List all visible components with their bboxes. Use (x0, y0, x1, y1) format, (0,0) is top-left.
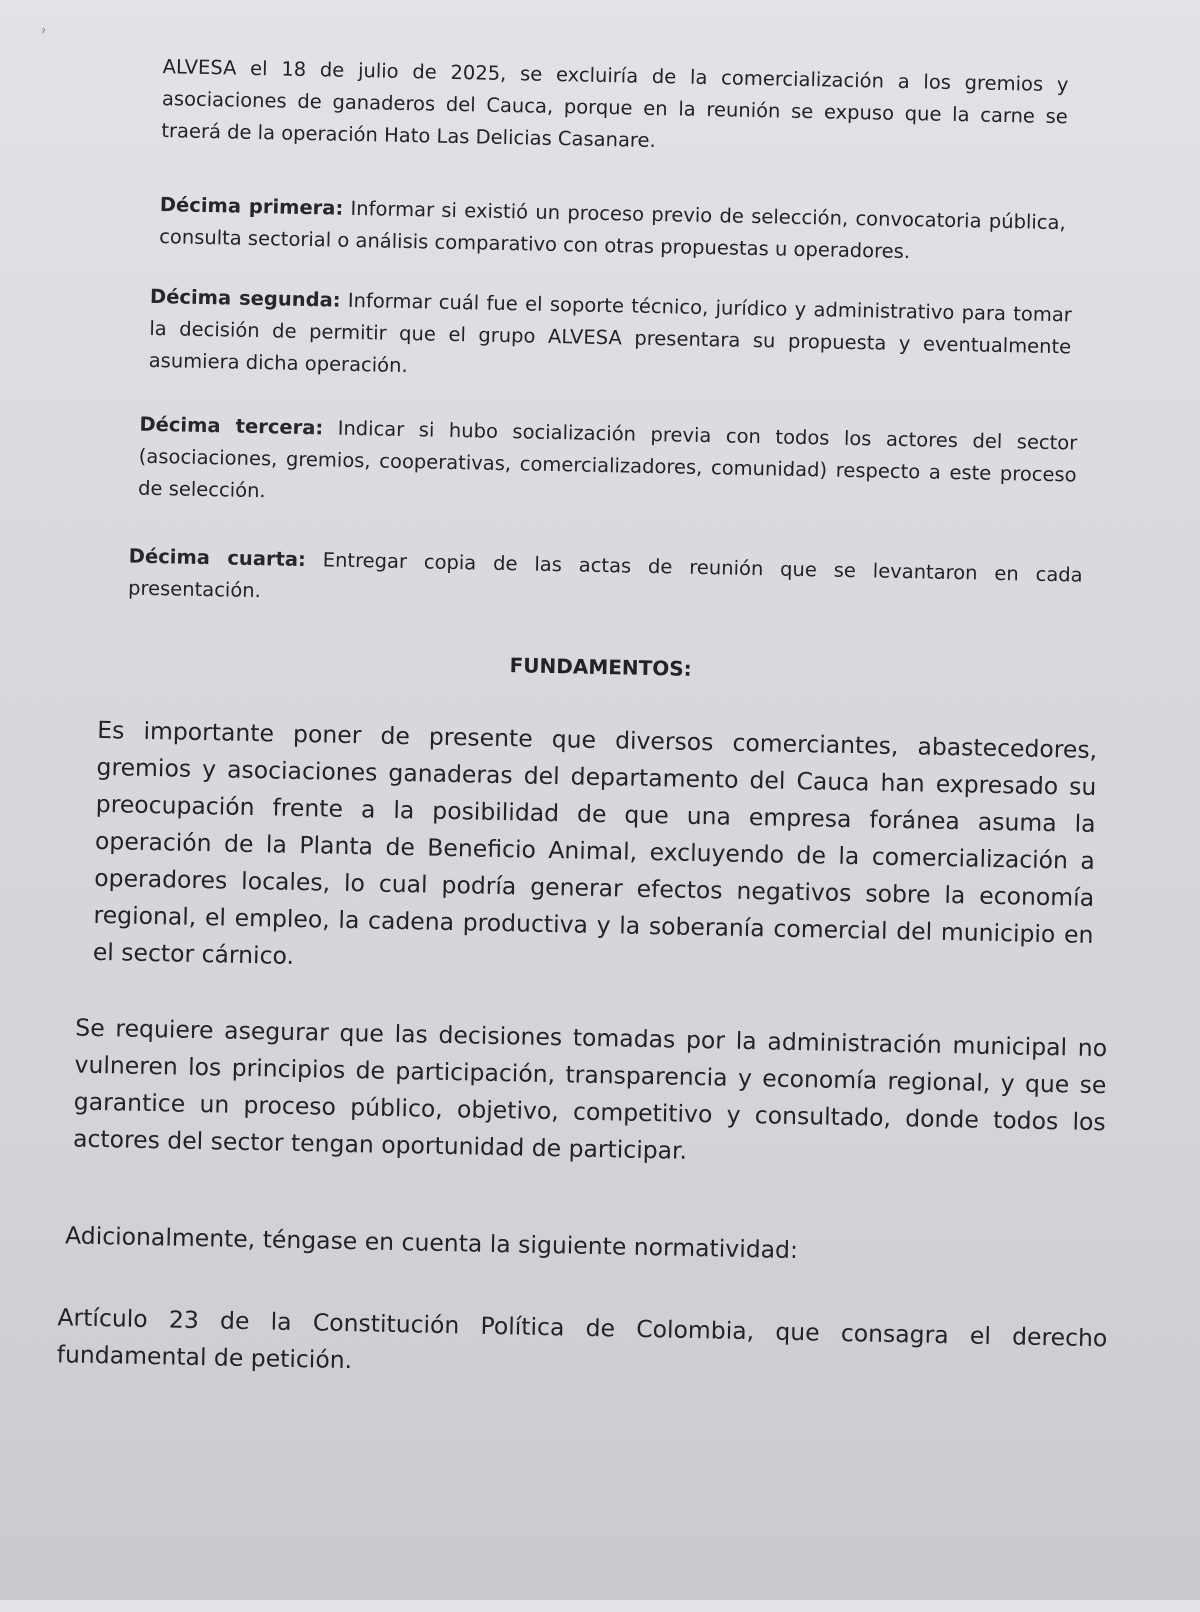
item-decima-cuarta (128, 540, 1083, 623)
fundamentos-paragraph-2: Se requiere asegurar que las decisiones tomadas por la administración municipal no vulneren los principios de participación, transparencia y economía regional, y que se garantice un proceso público, objetivo, competitivo y consultado, donde todos los actores del sector tengan oportunidad de participar. (72, 1013, 1108, 1165)
item-label: Décima cuarta: (128, 544, 307, 572)
section-heading-fundamentos: FUNDAMENTOS: (509, 653, 692, 681)
item-decima-tercera (138, 409, 1078, 524)
item-label: Décima segunda: (149, 284, 341, 312)
fundamentos-paragraph-4: Artículo 23 de la Constitución Política de Colombia, que consagra el derecho fundamental de petición. (56, 1303, 1108, 1375)
intro-paragraph: ALVESA el 18 de julio de 2025, se excluiría de la comercialización a los gremios y asociaciones de ganaderos del Cauca, porque en la reunión se expuso que la carne se traerá de la operación Hato Las Delicias Casanare. (161, 55, 1069, 152)
item-label: Décima primera: (159, 193, 344, 220)
item-decima-primera (159, 189, 1066, 271)
item-text: Informar si existió un proceso previo de selección, convocatoria pública, consulta sectorial o análisis comparativo con otras propuestas u operadores. (158, 196, 1066, 264)
fundamentos-paragraph-1: Es importante poner de presente que diversos comerciantes, abastecedores, gremios y asociaciones ganaderas del departamento del Cauca han expresado su preocupación frente a la posibilidad de que una empresa foránea asuma la operación de la Planta de Beneficio Animal, excluyendo de la comercialización a operadores locales, lo cual podría generar efectos negativos sobre la economía regional, el empleo, la cadena productiva y la soberanía comercial del municipio en el sector cárnico. (92, 715, 1098, 970)
item-text: Indicar si hubo socialización previa con todos los actores del sector (asociaciones, gremios, cooperativas, comercializadores, comunidad) respecto a este proceso de selección. (137, 416, 1078, 503)
fundamentos-paragraph-3: Adicionalmente, téngase en cuenta la siguiente normatividad: (64, 1221, 799, 1265)
item-label: Décima tercera: (139, 412, 324, 440)
item-decima-segunda (148, 281, 1072, 395)
corner-mark: ˀ (41, 26, 46, 40)
item-text: Entregar copia de las actas de reunión que se levantaron en cada presentación. (127, 548, 1083, 603)
item-text: Informar cuál fue el soporte técnico, jurídico y administrativo para tomar la decisión de permitir que el grupo ALVESA presentara su propuesta y eventualmente asumiera dicha operación. (148, 288, 1073, 378)
